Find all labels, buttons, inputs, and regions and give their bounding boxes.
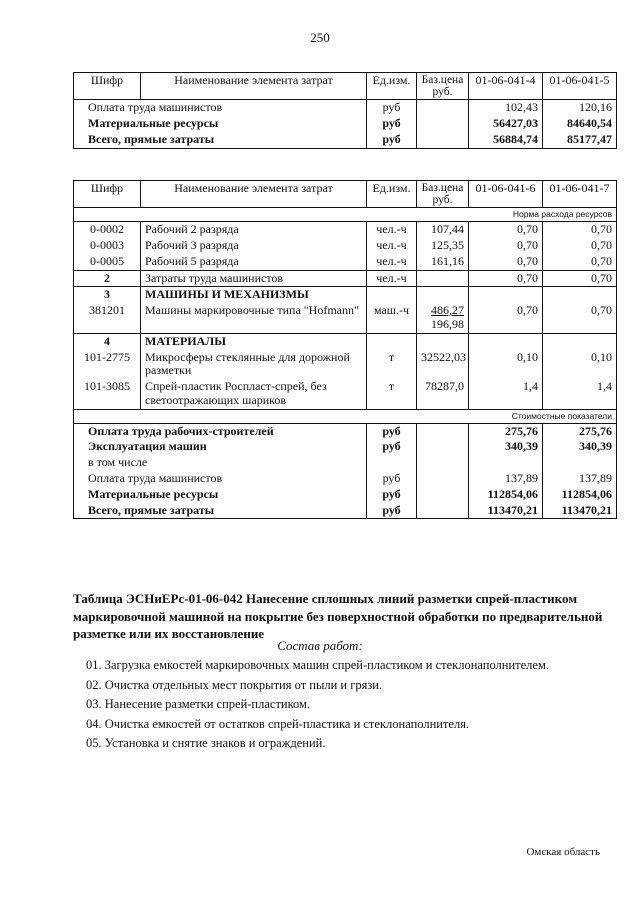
- section-title: МАТЕРИАЛЫ: [141, 333, 367, 349]
- table-row: [74, 455, 617, 471]
- row-name: Материальные ресурсы: [74, 487, 367, 503]
- table-row: [74, 132, 617, 148]
- row-value-b: 0,70: [543, 222, 617, 238]
- row-value-b: 120,16: [543, 100, 617, 116]
- cost-caption: Стоимостные показатели: [74, 409, 617, 423]
- row-unit: чел.-ч: [367, 270, 417, 287]
- row-value-a: 0,70: [469, 254, 543, 270]
- row-price: 125,35: [417, 238, 469, 254]
- table-row: [74, 222, 617, 238]
- list-item: 03. Нанесение разметки спрей-пластиком.: [86, 697, 311, 711]
- table-row: [74, 270, 617, 287]
- row-price: 107,44: [417, 222, 469, 238]
- row-code: 2: [74, 270, 141, 287]
- row-value-b: 137,89: [543, 471, 617, 487]
- row-value-b: 84640,54: [543, 116, 617, 132]
- table-row: [74, 439, 617, 455]
- row-unit: т: [367, 350, 417, 380]
- row-value-a: 1,4: [469, 379, 543, 409]
- section-row: [74, 287, 617, 303]
- row-value-b: 0,70: [543, 303, 617, 333]
- row-value-a: 340,39: [469, 439, 543, 455]
- table-header-row: [74, 73, 617, 100]
- row-unit: руб: [367, 100, 417, 116]
- row-name: Рабочий 2 разряда: [141, 222, 367, 238]
- row-value-a: 0,70: [469, 222, 543, 238]
- row-code: 0-0005: [74, 254, 141, 270]
- row-code: 101-3085: [74, 379, 141, 409]
- row-unit: чел.-ч: [367, 238, 417, 254]
- norm-caption-row: [74, 208, 617, 222]
- row-value-a: 0,70: [469, 303, 543, 333]
- header-base-price: Баз.цена руб.: [417, 181, 469, 208]
- list-item: 02. Очистка отдельных мест покрытия от пыли и грязи.: [86, 677, 383, 692]
- works-list: [86, 656, 549, 754]
- table-row: [74, 100, 617, 116]
- row-value-a: 112854,06: [469, 487, 543, 503]
- list-item: 05. Установка и снятие знаков и ограждений.: [86, 736, 326, 750]
- table-row: [74, 238, 617, 254]
- row-code: 101-2775: [74, 350, 141, 380]
- row-unit: т: [367, 379, 417, 409]
- header-col-a: 01-06-041-6: [469, 181, 543, 208]
- section-code: 3: [74, 287, 141, 303]
- row-code: 381201: [74, 303, 141, 333]
- row-price-secondary: 196,98: [431, 316, 464, 331]
- row-value-a: 0,70: [469, 270, 543, 287]
- row-unit: руб: [367, 116, 417, 132]
- row-unit: руб: [367, 471, 417, 487]
- row-name: в том числе: [74, 455, 367, 471]
- row-value-a: 113470,21: [469, 503, 543, 519]
- header-col-a: 01-06-041-4: [469, 73, 543, 100]
- row-unit: руб: [367, 132, 417, 148]
- table-header-row: [74, 181, 617, 208]
- row-unit: маш.-ч: [367, 303, 417, 333]
- table-row: [74, 471, 617, 487]
- row-code: 0-0003: [74, 238, 141, 254]
- norm-caption: Норма расхода ресурсов: [74, 208, 617, 222]
- row-unit: чел.-ч: [367, 222, 417, 238]
- row-unit: руб: [367, 503, 417, 519]
- row-value-b: 0,70: [543, 270, 617, 287]
- table-row: [74, 116, 617, 132]
- row-name: Оплата труда машинистов: [74, 471, 367, 487]
- row-name: Рабочий 5 разряда: [141, 254, 367, 270]
- row-price: 32522,03: [417, 350, 469, 380]
- row-value-a: 137,89: [469, 471, 543, 487]
- row-name: Всего, прямые затраты: [74, 503, 367, 519]
- row-name: Оплата труда рабочих-строителей: [74, 423, 367, 439]
- row-name: Всего, прямые затраты: [74, 132, 367, 148]
- header-code: Шифр: [74, 181, 141, 208]
- row-value-b: 0,70: [543, 238, 617, 254]
- row-value-b: 0,70: [543, 254, 617, 270]
- row-value-b: 340,39: [543, 439, 617, 455]
- row-value-a: 275,76: [469, 423, 543, 439]
- header-unit: Ед.изм.: [367, 181, 417, 208]
- header-col-b: 01-06-041-7: [543, 181, 617, 208]
- row-value-b: 0,10: [543, 350, 617, 380]
- header-base-price: Баз.цена руб.: [417, 73, 469, 100]
- row-name: Рабочий 3 разряда: [141, 238, 367, 254]
- header-col-b: 01-06-041-5: [543, 73, 617, 100]
- row-unit: руб: [367, 423, 417, 439]
- row-name: Эксплуатация машин: [74, 439, 367, 455]
- row-value-b: 1,4: [543, 379, 617, 409]
- row-price-cell: [417, 303, 469, 333]
- row-value-a: 56884,74: [469, 132, 543, 148]
- table-row: [74, 303, 617, 333]
- cost-table-1: [73, 72, 617, 149]
- row-name: Затраты труда машинистов: [141, 270, 367, 287]
- section-code: 4: [74, 333, 141, 349]
- table-row: [74, 254, 617, 270]
- page-number: 250: [310, 30, 330, 45]
- row-name: Машины маркировочные типа "Hofmann": [141, 303, 367, 333]
- row-unit: руб: [367, 487, 417, 503]
- list-item: 01. Загрузка емкостей маркировочных машин спрей-пластиком и стеклонаполнителем.: [86, 658, 550, 672]
- table-row: [74, 423, 617, 439]
- table-row: [74, 379, 617, 409]
- row-value-b: 112854,06: [543, 487, 617, 503]
- header-name: Наименование элемента затрат: [141, 181, 367, 208]
- row-name: Материальные ресурсы: [74, 116, 367, 132]
- list-item: 04. Очистка емкостей от остатков спрей-пластика и стеклонаполнителя.: [86, 716, 470, 731]
- row-name: Спрей-пластик Роспласт-спрей, без светоотражающих шариков: [141, 379, 367, 409]
- header-unit: Ед.изм.: [367, 73, 417, 100]
- header-code: Шифр: [74, 73, 141, 100]
- row-value-a: 56427,03: [469, 116, 543, 132]
- row-unit: руб: [367, 439, 417, 455]
- works-title: Состав работ:: [277, 638, 363, 653]
- cost-caption-row: [74, 409, 617, 423]
- row-price: 161,16: [417, 254, 469, 270]
- header-name: Наименование элемента затрат: [141, 73, 367, 100]
- section-row: [74, 333, 617, 349]
- row-name: Микросферы стеклянные для дорожной разметки: [141, 350, 367, 380]
- row-value-b: 113470,21: [543, 503, 617, 519]
- footer-region: Омская область: [526, 846, 600, 858]
- table-row: [74, 487, 617, 503]
- table-row: [74, 350, 617, 380]
- row-value-a: 0,70: [469, 238, 543, 254]
- row-code: 0-0002: [74, 222, 141, 238]
- row-name: Оплата труда машинистов: [74, 100, 367, 116]
- section-title: Таблица ЭСНиЕРс-01-06-042 Нанесение сплошных линий разметки спрей-пластиком маркировочной машиной на покрытие без поверхностной обработки по предварительной разметке или их восстановление: [73, 591, 603, 642]
- row-value-a: 102,43: [469, 100, 543, 116]
- table-row: [74, 503, 617, 519]
- row-unit: чел.-ч: [367, 254, 417, 270]
- row-value-b: 85177,47: [543, 132, 617, 148]
- row-value-b: 275,76: [543, 423, 617, 439]
- row-price: 486,27: [431, 303, 464, 318]
- row-value-a: 0,10: [469, 350, 543, 380]
- cost-table-2: [73, 180, 617, 519]
- section-title: МАШИНЫ И МЕХАНИЗМЫ: [141, 287, 367, 303]
- row-price: 78287,0: [417, 379, 469, 409]
